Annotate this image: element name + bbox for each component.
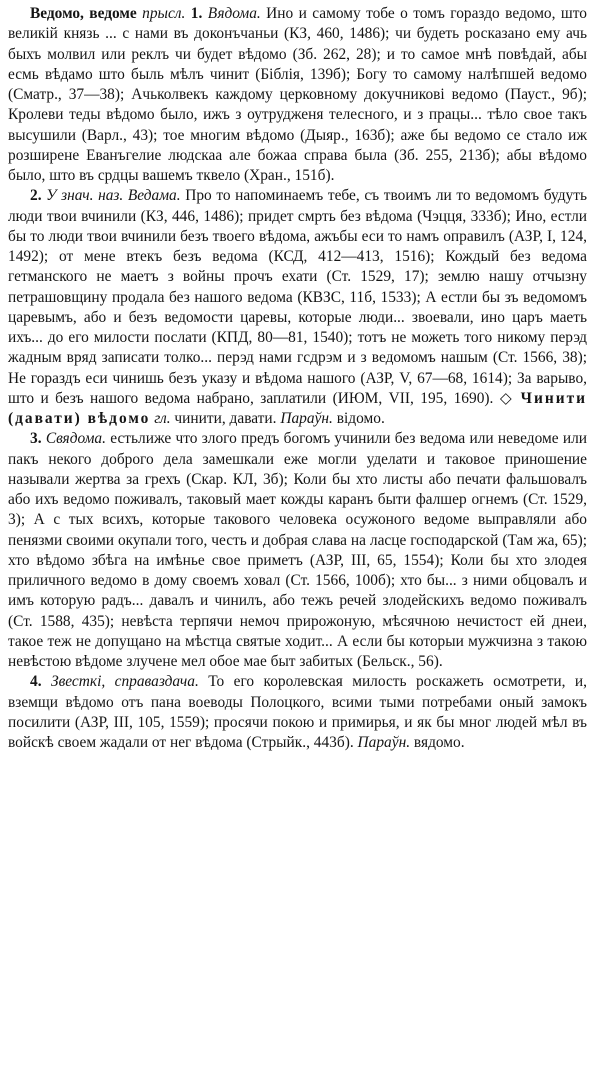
sense-citations: То его королевская милость роскажеть осмотрети, и, вземщи вѣдомо отъ пана воеводы Полоцкого, всими тыми потребами оный замокъ посилити (АЗР, III, 105, 1559); просячи покою и примирья, и як бы мног людей мѣл въ войскѣ своем жадали от нег вѣдома (Стрыйк., 443б). (8, 673, 587, 751)
sense-number: 3. (30, 430, 42, 448)
phrase-marker: ◇ (499, 389, 515, 407)
entry-sense-4 (8, 672, 587, 753)
entry-sense-1 (8, 4, 587, 186)
compare-word: вядомо. (413, 734, 465, 751)
phrase-pos: гл. (154, 410, 171, 427)
phrase-definition: чинити, давати. (174, 410, 277, 427)
sense-citations: естьлиже что злого предъ богомъ учинили без ведома или неведоме или пакъ некого доброго дела замешкали еже могли уделати и таковое приношение называли жертва за грехъ (Скар. КЛ, 3б); Коли бы хто листы або печати фальшовалъ або ихъ ведомо поживалъ, таковый мает кожды каранъ быти фалшер огнемъ (Ст. 1529, 3); А с тых всихъ, которые такового человека осужоного ведоме выправляли або пенязми своими окупали того, честь и добрая слава на ласце господарской (Там жа, 65); хто вѣдомо збѣга на имѣнье свое приметъ (АЗР, III, 65, 1554); Коли бы хто злодея приличного ведомо в дому своемъ ховал (Ст. 1566, 100б); хто бы... з ними обцовалъ и имъ которую радъ... давалъ и чинилъ, або тежъ речей злодейскихъ ведомо поживалъ (Ст. 1588, 435); невѣста терпячи немоч прирожоную, мѣсячною нечистост ей днеи, такое теж не допущано на мѣстца святые ходит... А если бы которыи мужчизна з такою невѣстою вѣдоме злучене мел обое мае быт забитых (Бельск., 56). (8, 430, 587, 670)
phrase-compare-label: Параўн. (280, 410, 333, 427)
entry-sense-2 (8, 186, 587, 429)
sense-number: 2. (30, 187, 42, 205)
entry-sense-3 (8, 429, 587, 672)
headword: Ведомо, ведоме (30, 5, 137, 22)
sense-definition: Вядома. (207, 5, 261, 22)
sense-definition: Свядома. (45, 430, 106, 448)
sense-definition: У знач. наз. Ведама. (46, 187, 181, 205)
sense-number: 1. (190, 5, 203, 22)
sense-number: 4. (30, 673, 42, 691)
sense-citations: Про то напоминаемъ тебе, съ твоимъ ли то ведомомъ будуть люди твои вчинили (КЗ, 446, 1486); придет смрть без вѣдома (Чэцця, 333б); Ино, естли бы то люди твои вчинили безъ твоего вѣдома, ажъбы еси то намъ оправилъ (АЗР, I, 124, 1492); от мене втекъ безъ ведома (КСД, 412—413, 1516); Кождый без ведома гетманского не маетъ з войны прочъ ехати (Ст. 1529, 17); землю нашу отчызну петрашовщину продала без нашого ведома (КВЗС, 11б, 1533); А естли бы зъ ведомомъ царевымъ, або и безъ ведомости царевы, которые люди... звоевали, ино царъ маеть ихъ... до его милости послати (КПД, 80—81, 1540); тотъ не можеть того никому перэд жадным вряд записати толко... перэд нами гсдрэм и з ведомомъ нашым (Ст. 1566, 38); Не гораздъ еси чинишь безъ указу и вѣдома нашого (АЗР, V, 67—68, 1614); За варыво, што и безъ нашого ведома набрано, заплатили (ИЮМ, VII, 195, 1690). (8, 187, 587, 407)
compare-label: Параўн. (357, 734, 411, 751)
sense-citations: Ино и самому тобе о томъ гораздо ведомо, што великій князь ... с нами въ доконъчаньи (КЗ, 460, 1486); чи будеть росказано ему ачь быхъ молвил или реклъ чи будет вѣдомо (Зб. 262, 28); и то самое мнѣ повѣдай, абы есмь вѣдамо што быль мѣлъ чинит (Біблія, 139б); Богу то самому налѣпшей ведомо (Сматр., 37—38); Ачьколвекъ каждому церковному докучниковi ведомо (Пауст., 9б); Кролеви теды вѣдомо было, ижъ з оутрудженя телесного, и з працы... тѣло свое такъ высушили (Варл., 43); тое многим вѣдомо (Дыяр., 163б); аже бы ведомо се стало иж розширене Еванъгелие людскаа але божаа справа была (Зб. 255, 213б); абы вѣдомо было, што въ срдцы вашемъ тквело (Хран., 151б). (8, 5, 587, 184)
phrase-compare-word: відомо. (336, 410, 385, 427)
sense-definition: Звесткі, справаздача. (51, 673, 199, 691)
phrase-headword: Чинити (давати) вѣдомо (8, 389, 587, 427)
part-of-speech: прысл. (142, 5, 186, 22)
